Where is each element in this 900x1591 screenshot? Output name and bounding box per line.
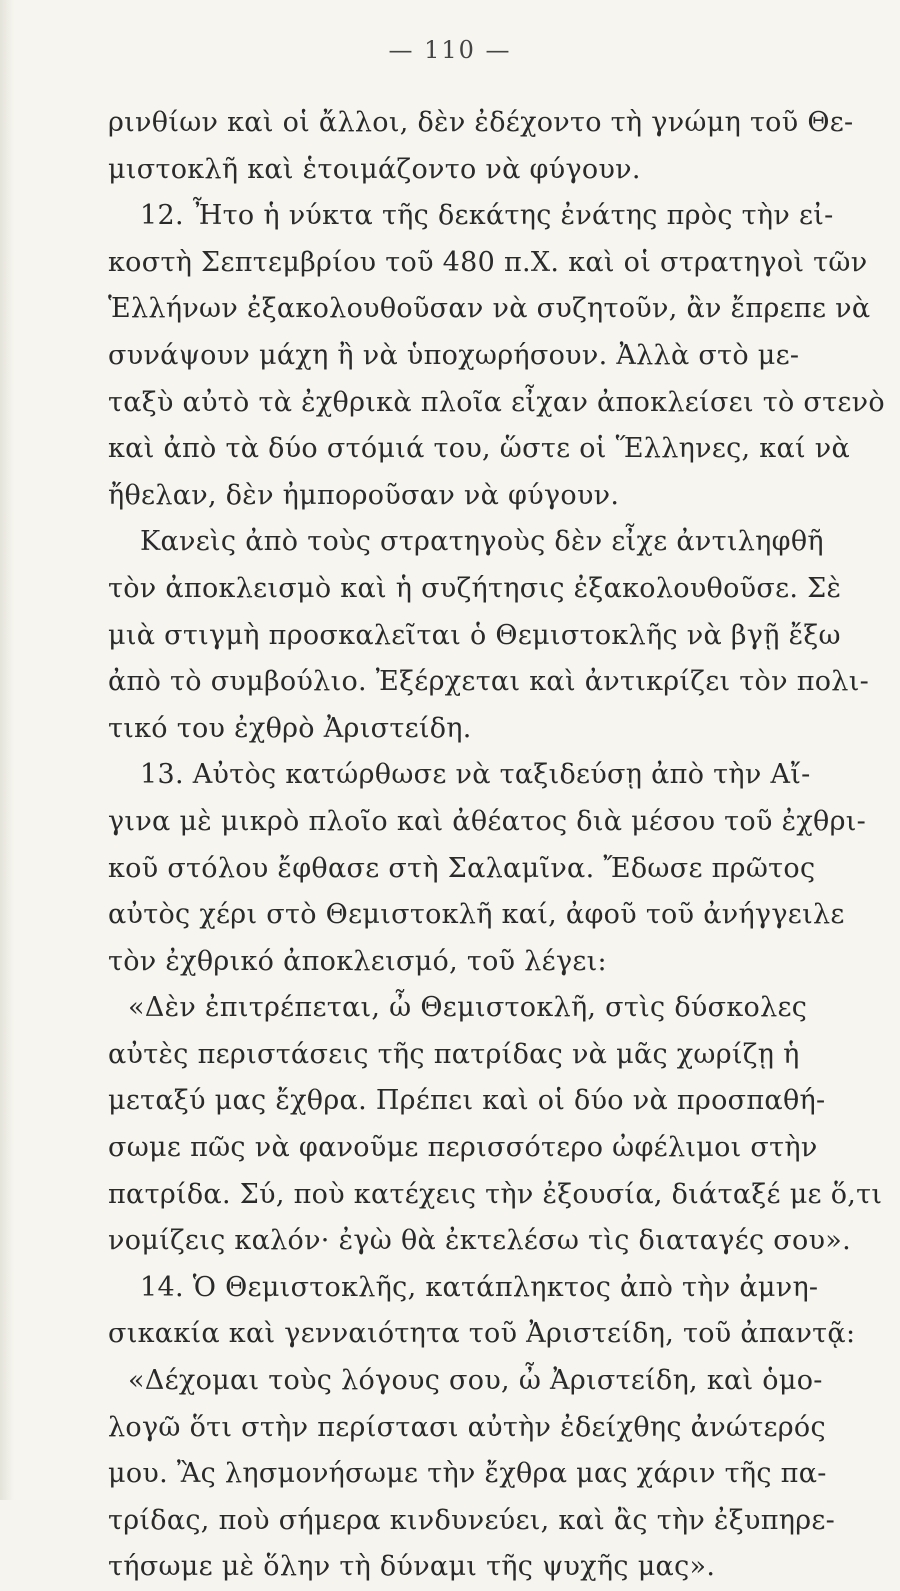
text-line: συνάψουν μάχη ἢ νὰ ὑποχωρήσουν. Ἀλλὰ στὸ με-: [108, 339, 800, 371]
text-line: σικακία καὶ γενναιότητα τοῦ Ἀριστείδη, τοῦ ἀπαντᾷ:: [108, 1318, 856, 1350]
text-line: σωμε πῶς νὰ φανοῦμε περισσότερο ὠφέλιμοι στὴν: [108, 1132, 818, 1164]
text-line: λογῶ ὅτι στὴν περίστασι αὐτὴν ἐδείχθης ἀνώτερός: [108, 1411, 826, 1443]
body-text: [108, 100, 885, 1591]
text-line: Ἑλλήνων ἐξακολουθοῦσαν νὰ συζητοῦν, ἂν ἔπρεπε νὰ: [108, 293, 871, 325]
quote-start: «Δὲν ἐπιτρέπεται, ὦ Θεμιστοκλῆ, στὶς δύσκολες: [128, 992, 808, 1024]
text-line: ταξὺ αὐτὸ τὰ ἐχθρικὰ πλοῖα εἶχαν ἀποκλείσει τὸ στενὸ: [108, 386, 885, 418]
text-line: πατρίδα. Σύ, ποὺ κατέχεις τὴν ἐξουσία, διάταξέ με ὅ,τι: [108, 1178, 883, 1210]
text-line: μιὰ στιγμὴ προσκαλεῖται ὁ Θεμιστοκλῆς νὰ βγῇ ἔξω: [108, 619, 841, 651]
paragraph-14-start: 14. Ὁ Θεμιστοκλῆς, κατάπληκτος ἀπὸ τὴν ἀμνη-: [140, 1271, 819, 1303]
text-line: κοστὴ Σεπτεμβρίου τοῦ 480 π.Χ. καὶ οἱ στρατηγοὶ τῶν: [108, 246, 868, 278]
text-line: νομίζεις καλόν· ἐγὼ θὰ ἐκτελέσω τὶς διαταγές σου».: [108, 1225, 851, 1257]
text-line: γινα μὲ μικρὸ πλοῖο καὶ ἀθέατος διὰ μέσου τοῦ ἐχθρι-: [108, 805, 867, 837]
text-line: τὸν ἀποκλεισμὸ καὶ ἡ συζήτησις ἐξακολουθοῦσε. Σὲ: [108, 572, 842, 604]
text-line: τικό του ἐχθρὸ Ἀριστείδη.: [108, 712, 472, 744]
text-line: αὐτὸς χέρι στὸ Θεμιστοκλῆ καί, ἀφοῦ τοῦ ἀνήγγειλε: [108, 899, 845, 931]
text-line: ρινθίων καὶ οἱ ἄλλοι, δὲν ἐδέχοντο τὴ γνώμη τοῦ Θε-: [108, 107, 854, 138]
text-line: μου. Ἂς λησμονήσωμε τὴν ἔχθρα μας χάριν τῆς πα-: [108, 1458, 827, 1490]
text-line: τὸν ἐχθρικό ἀποκλεισμό, τοῦ λέγει:: [108, 945, 607, 977]
text-line: μεταξύ μας ἔχθρα. Πρέπει καὶ οἱ δύο νὰ προσπαθή-: [108, 1085, 826, 1117]
text-line: ἀπὸ τὸ συμβούλιο. Ἐξέρχεται καὶ ἀντικρίζει τὸν πολι-: [108, 666, 870, 698]
page-number: — 110 —: [388, 36, 512, 64]
text-line: μιστοκλῆ καὶ ἑτοιμάζοντο νὰ φύγουν.: [108, 153, 641, 185]
paragraph-12-start: 12. Ἦτο ἡ νύκτα τῆς δεκάτης ἐνάτης πρὸς τὴν εἰ-: [140, 200, 834, 232]
text-line: ἤθελαν, δὲν ἠμποροῦσαν νὰ φύγουν.: [108, 479, 620, 511]
quote-start: «Δέχομαι τοὺς λόγους σου, ὦ Ἀριστείδη, καὶ ὁμο-: [128, 1365, 823, 1397]
text-line: κοῦ στόλου ἔφθασε στὴ Σαλαμῖνα. Ἔδωσε πρῶτος: [108, 852, 816, 884]
paragraph-13-start: 13. Αὐτὸς κατώρθωσε νὰ ταξιδεύσῃ ἀπὸ τὴν Αἴ-: [140, 759, 811, 791]
paragraph-start: Κανεὶς ἀπὸ τοὺς στρατηγοὺς δὲν εἶχε ἀντιληφθῆ: [140, 526, 824, 558]
text-line: αὐτὲς περιστάσεις τῆς πατρίδας νὰ μᾶς χωρίζῃ ἡ: [108, 1038, 800, 1070]
text-line: καὶ ἀπὸ τὰ δύο στόμιά του, ὥστε οἱ Ἕλληνες, καί νὰ: [108, 433, 851, 465]
text-line: τρίδας, ποὺ σήμερα κινδυνεύει, καὶ ἂς τὴν ἐξυπηρε-: [108, 1504, 836, 1536]
text-line: τήσωμε μὲ ὅλην τὴ δύναμι τῆς ψυχῆς μας».: [108, 1551, 716, 1583]
